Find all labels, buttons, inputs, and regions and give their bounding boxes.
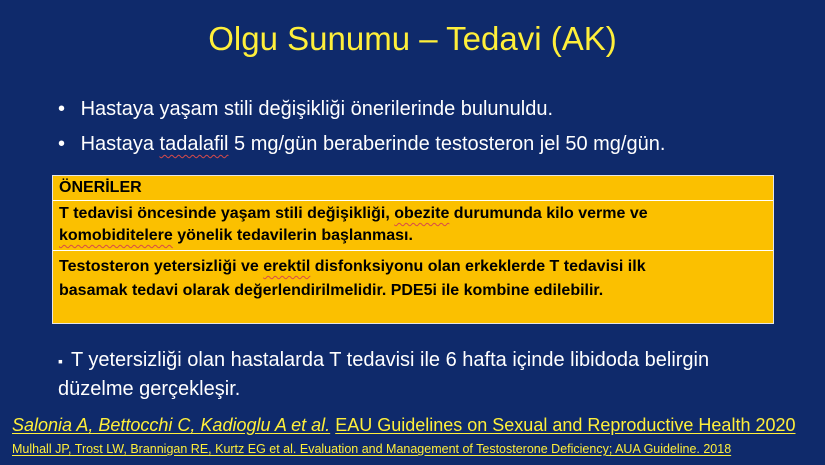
bullet-text-pre: Hastaya <box>80 133 160 155</box>
row-line <box>59 255 767 279</box>
row-text: disfonksiyonu olan erkeklerde T tedavisi ilk <box>310 258 646 275</box>
bullet-item <box>58 127 665 162</box>
reference-text: Mulhall JP, Trost LW, Brannigan RE, Kurtz EG et al. Evaluation and Management of Testosterone Deficiency; AUA Guideline. 2018 <box>12 442 732 456</box>
bullet-text-post: 5 mg/gün beraberinde testosteron jel 50 mg/gün. <box>228 133 666 155</box>
recommendations-table <box>52 175 774 324</box>
bullet-list <box>58 92 665 162</box>
row-line <box>59 203 767 225</box>
row-line: basamak tedavi olarak değerlendirilmelidir. PDE5i ile kombine edilebilir. <box>59 282 604 299</box>
row-text: durumunda kilo verme ve <box>449 205 648 222</box>
reference-title: EAU Guidelines on Sexual and Reproductive Health 2020 <box>335 415 796 435</box>
table-row <box>53 201 773 251</box>
bullet-text: Hastaya yaşam stili değişikliği önerilerinde bulunuldu. <box>80 98 554 120</box>
table-row <box>53 251 773 305</box>
bullet-dot: ▪ <box>58 352 63 369</box>
bottom-bullet <box>58 346 778 403</box>
row-text: yönelik tedavilerin başlanması. <box>172 227 413 244</box>
row-text: Testosteron yetersizliği ve <box>59 258 264 275</box>
row-text-spellcheck: obezite <box>394 205 450 222</box>
bullet-text-spellcheck: tadalafil <box>159 133 229 155</box>
reference-1 <box>12 415 825 436</box>
bullet-item <box>58 92 665 127</box>
reference-2 <box>12 442 825 456</box>
row-text-spellcheck: komobiditelere <box>59 227 173 244</box>
table-header: ÖNERİLER <box>53 176 773 201</box>
row-line <box>59 225 767 247</box>
slide-title: Olgu Sunumu – Tedavi (AK) <box>208 20 617 57</box>
bullet-text: T yetersizliği olan hastalarda T tedavisi ile 6 hafta içinde libidoda belirgin düzelme gerçekleşir. <box>58 349 710 400</box>
reference-authors: Salonia A, Bettocchi C, Kadioglu A et al. <box>12 415 331 435</box>
row-text: T tedavisi öncesinde yaşam stili değişikliği, <box>59 205 395 222</box>
row-text-spellcheck: erektil <box>263 258 311 275</box>
